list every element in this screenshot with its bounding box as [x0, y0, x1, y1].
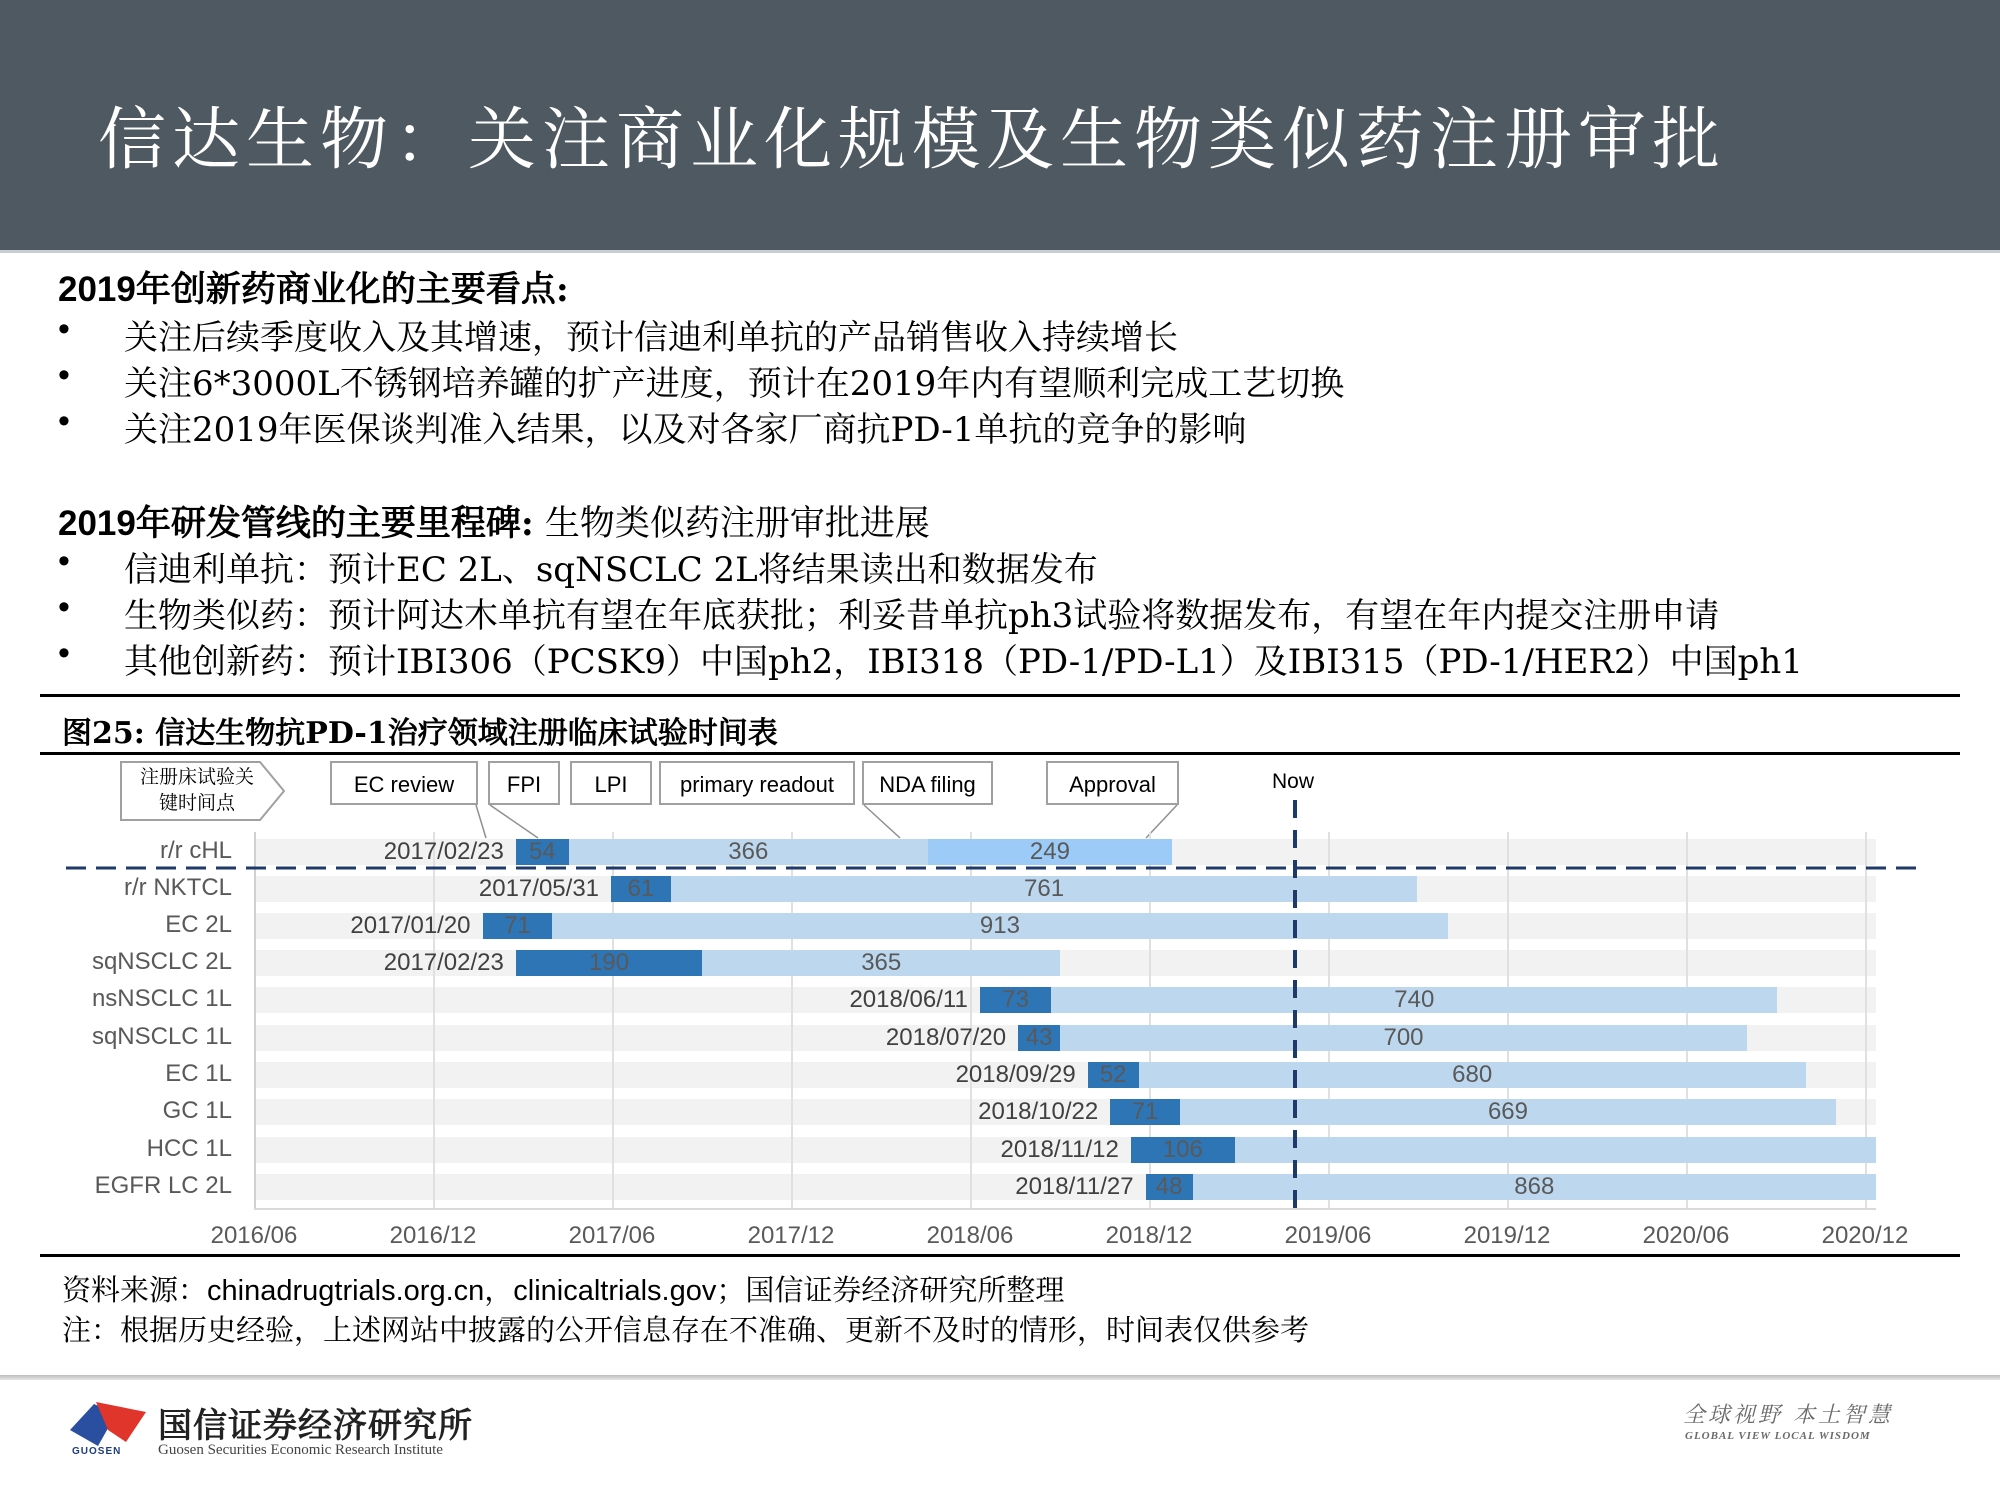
bullet-text: 关注2019年医保谈判准入结果，以及对各家厂商抗PD-1单抗的竞争的影响 — [124, 410, 1247, 450]
bullet-text: 关注后续季度收入及其增速，预计信迪利单抗的产品销售收入持续增长 — [124, 318, 1178, 358]
bullet-text: 信迪利单抗：预计EC 2L、sqNSCLC 2L将结果读出和数据发布 — [124, 550, 1098, 590]
now-label: Now — [1272, 770, 1315, 793]
bar-value-label: 868 — [1514, 1173, 1555, 1200]
bar-value-label: 43 — [1025, 1024, 1053, 1051]
bar-value-label: 680 — [1452, 1061, 1493, 1088]
source-note: 注：根据历史经验，上述网站中披露的公开信息存在不准确、更新不及时的情形，时间表仅供参考 — [62, 1313, 1310, 1347]
bar-value-label: 71 — [503, 912, 531, 939]
start-date-label: 2017/05/31 — [478, 875, 600, 902]
bullet-text: 其他创新药：预计IBI306（PCSK9）中国ph2，IBI318（PD-1/PD-L1）及IBI315（PD-1/HER2）中国ph1 — [124, 642, 1803, 682]
footer-divider — [0, 1375, 2000, 1380]
bar-value-label: 669 — [1487, 1098, 1528, 1125]
y-category-label: sqNSCLC 1L — [91, 1023, 232, 1050]
bar-value-label: 700 — [1383, 1024, 1424, 1051]
bullet-text: 关注6*3000L不锈钢培养罐的扩产进度，预计在2019年内有望顺利完成工艺切换 — [124, 364, 1345, 404]
source-sites: chinadrugtrials.org.cn，clinicaltrials.gov； — [207, 1275, 746, 1307]
x-tick-label: 2020/12 — [1821, 1222, 1909, 1249]
x-tick-label: 2018/06 — [926, 1222, 1014, 1249]
start-date-label: 2018/09/29 — [955, 1061, 1076, 1088]
logo-small-text: GUOSEN — [72, 1446, 122, 1457]
bar-value-label: 48 — [1155, 1173, 1183, 1200]
y-category-label: EGFR LC 2L — [94, 1172, 232, 1199]
bar-value-label: 913 — [979, 912, 1020, 939]
logo-english-name: Guosen Securities Economic Research Institute — [158, 1442, 443, 1458]
x-tick-label: 2017/12 — [747, 1222, 835, 1249]
y-category-label: EC 1L — [165, 1060, 232, 1087]
x-tick-label: 2020/06 — [1642, 1222, 1730, 1249]
heading-text: 年研发管线的主要里程碑: — [135, 503, 534, 544]
logo-chinese-name: 国信证券经济研究所 — [158, 1406, 473, 1446]
x-tick-label: 2019/06 — [1284, 1222, 1372, 1249]
start-date-label: 2018/11/27 — [1015, 1173, 1134, 1200]
heading-text: 年创新药商业化的主要看点: — [135, 269, 569, 310]
bar-value-label: 73 — [1002, 986, 1029, 1013]
bullet-text: 生物类似药：预计阿达木单抗有望在年底获批；利妥昔单抗ph3试验将数据发布，有望在年内提交注册申请 — [124, 596, 1720, 636]
bullet-icon: • — [58, 356, 70, 394]
bullet-icon: • — [58, 310, 70, 348]
bar-value-label: 71 — [1131, 1098, 1159, 1125]
bar-value-label: 366 — [728, 838, 769, 865]
source-prefix: 资料来源： — [62, 1273, 208, 1307]
guosen-logo-icon — [68, 1400, 148, 1452]
heading-year: 2019 — [58, 504, 136, 543]
bar-value-label: 761 — [1024, 875, 1065, 902]
figure-title: 图25: 信达生物抗PD-1治疗领域注册临床试验时间表 — [62, 716, 778, 751]
bar-value-label: 365 — [861, 949, 902, 976]
x-tick-label: 2019/12 — [1463, 1222, 1551, 1249]
callout-ec-review: EC review — [330, 761, 478, 805]
start-date-label: 2017/02/23 — [383, 838, 504, 865]
y-category-label: sqNSCLC 2L — [91, 948, 232, 975]
x-tick-label: 2016/06 — [210, 1222, 298, 1249]
x-tick-label: 2017/06 — [568, 1222, 656, 1249]
legend-text: 注册床试验关键时间点 — [139, 766, 254, 814]
bar-value-label: 740 — [1394, 986, 1435, 1013]
heading-year: 2019 — [58, 270, 136, 309]
heading-tail: 生物类似药注册审批进展 — [533, 504, 930, 544]
y-category-label: EC 2L — [165, 911, 232, 938]
callout-primary-readout: primary readout — [659, 761, 855, 805]
callout-approval: Approval — [1046, 761, 1179, 805]
start-date-label: 2018/06/11 — [849, 986, 968, 1013]
start-date-label: 2017/01/20 — [350, 912, 471, 939]
callout-nda-filing: NDA filing — [862, 761, 993, 805]
bar-value-label: 249 — [1029, 838, 1070, 865]
x-tick-label: 2016/12 — [389, 1222, 477, 1249]
start-date-label: 2018/11/12 — [1000, 1136, 1119, 1163]
slogan-chinese: 全球视野 本土智慧 — [1683, 1403, 1893, 1428]
x-tick-label: 2018/12 — [1105, 1222, 1193, 1249]
bar-value-label: 61 — [627, 875, 655, 902]
source-line — [62, 1268, 1064, 1309]
bar-value-label: 190 — [589, 949, 630, 976]
y-category-label: HCC 1L — [146, 1135, 232, 1162]
bar-value-label: 54 — [529, 838, 556, 865]
bullet-icon: • — [58, 542, 70, 580]
y-category-label: GC 1L — [162, 1097, 232, 1124]
bullet-icon: • — [58, 588, 70, 626]
bullet-icon: • — [58, 634, 70, 672]
page-title: 信达生物：关注商业化规模及生物类似药注册审批 — [98, 101, 1727, 180]
y-category-label: r/r cHL — [160, 837, 232, 864]
figure-bottom-rule — [40, 1254, 1960, 1257]
source-suffix: 国信证券经济研究所整理 — [745, 1273, 1065, 1307]
bar-value-label: 52 — [1099, 1061, 1127, 1088]
start-date-label: 2017/02/23 — [383, 949, 504, 976]
y-category-label: nsNSCLC 1L — [91, 985, 232, 1012]
callout-lpi: LPI — [570, 761, 652, 805]
start-date-label: 2018/10/22 — [978, 1098, 1099, 1125]
bullet-icon: • — [58, 402, 70, 440]
start-date-label: 2018/07/20 — [885, 1024, 1007, 1051]
bar-value-label: 106 — [1162, 1136, 1203, 1163]
y-category-label: r/r NKTCL — [124, 874, 232, 901]
slogan-english: GLOBAL VIEW LOCAL WISDOM — [1685, 1430, 1871, 1442]
callout-fpi: FPI — [488, 761, 560, 805]
